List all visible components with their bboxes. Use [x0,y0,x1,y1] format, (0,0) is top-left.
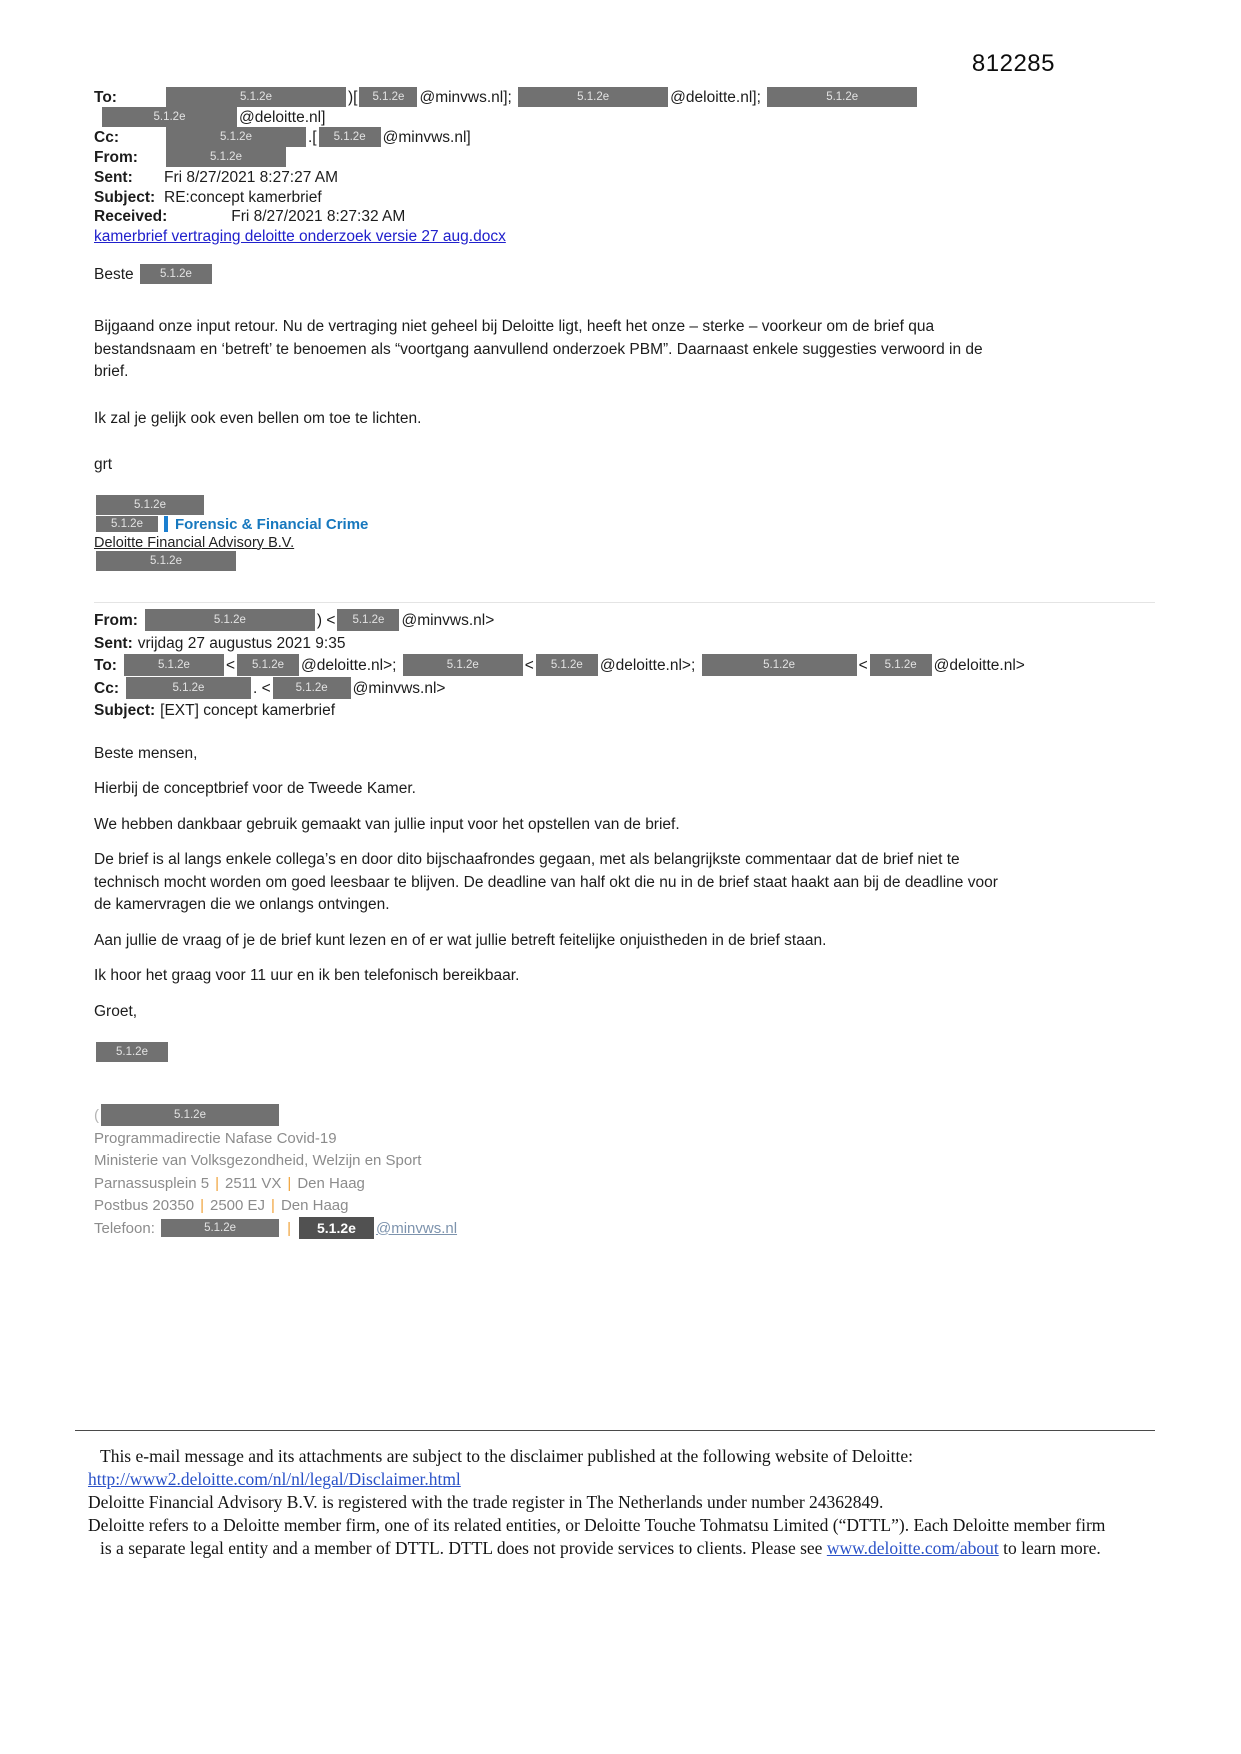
redaction-box: 5.1.2e [96,495,204,515]
signature-contact-row [94,552,1155,572]
to-fragment: @deloitte.nl] [239,109,326,127]
signature-org: Programmadirectie Nafase Covid-19 [94,1129,337,1147]
to-fragment: < [225,657,236,675]
address-pozip: 2500 EJ [209,1197,266,1215]
cc-fragment: @minvws.nl] [382,129,471,147]
paragraph: Beste mensen, [94,744,198,762]
header-field-from [94,610,1155,633]
disclaimer-line: This e-mail message and its attachments are subject to the disclaimer published at the following website of Deloitte: [100,1446,914,1467]
paragraph: Ik zal je gelijk ook even bellen om toe te lichten. [94,409,422,427]
email1-greeting [94,264,1155,286]
email1-closing: grt [94,456,113,473]
paren-text: ( [94,1107,99,1125]
cc-fragment: @minvws.nl> [352,679,446,697]
redaction-box: 5.1.2e [161,1219,279,1237]
separator: | [287,1219,291,1237]
from-label: From: [94,612,138,630]
redaction-box: 5.1.2e [359,87,417,107]
header-field-subject [94,188,1155,208]
paragraph: Hierbij de conceptbrief voor de Tweede Kamer. [94,780,416,798]
redaction-box: 5.1.2e [166,147,286,167]
sent-value: Fri 8/27/2021 8:27:27 AM [164,169,339,186]
document-number: 812285 [971,50,1055,77]
header-field-to [94,88,1155,108]
subject-label: Subject: [94,188,156,206]
to-fragment: @deloitte.nl>; [599,657,696,675]
signature-phone [94,1218,1155,1241]
redaction-box: 5.1.2e [101,1104,279,1126]
redaction-box: 5.1.2e [518,87,668,107]
signature-company: Deloitte Financial Advisory B.V. [94,534,295,551]
email1-header [94,88,1155,246]
signature-address [94,1173,1155,1196]
address-city: Den Haag [297,1174,365,1192]
divider-bar [164,516,168,532]
redaction-box: 5.1.2e [145,609,315,631]
about-link[interactable]: www.deloitte.com/about [826,1538,999,1559]
cc-label: Cc: [94,679,119,697]
disclaimer-link[interactable]: http://www2.deloitte.com/nl/nl/legal/Disclaimer.html [88,1469,461,1490]
redaction-box: 5.1.2e [767,87,917,107]
email2-header [94,602,1155,723]
from-fragment: ) < [316,612,336,630]
address-pobox: Postbus 20350 [94,1197,195,1215]
email2-signature [94,1105,1155,1240]
redaction-box: 5.1.2e [273,677,351,699]
received-label: Received: [94,208,168,225]
paragraph: Ik hoor het graag voor 11 uur en ik ben telefonisch bereikbaar. [94,967,520,985]
signature-ministry: Ministerie van Volksgezondheid, Welzijn en Sport [94,1152,422,1170]
separator: | [200,1197,204,1215]
divider [75,1430,1155,1431]
redaction-box: 5.1.2e [299,1217,374,1239]
address-zip: 2511 VX [224,1174,282,1192]
header-field-to-wrap [100,108,1155,128]
to-fragment: @deloitte.nl]; [670,89,761,107]
cc-fragment: .[ [308,129,317,147]
redaction-box: 5.1.2e [166,127,306,147]
disclaimer-line [88,1514,1118,1560]
signature-postal [94,1195,1155,1218]
to-label: To: [94,89,117,107]
address-pocity: Den Haag [280,1197,349,1215]
header-field-cc [94,678,1155,701]
sent-label: Sent: [94,169,133,186]
paragraph: De brief is al langs enkele collega’s en door dito bijschaafrondes gegaan, met als belangrijkste commentaar dat de brief niet te technisch mocht worden om goed leesbaar te blijven. De deadline van half okt die nu in de brief staat haakt aan bij de deadline voor de kamervragen die we onlangs ontvingen. [94,851,998,914]
header-field-sent [94,633,1155,656]
sent-label: Sent: [94,634,133,652]
redaction-box: 5.1.2e [870,654,932,676]
separator: | [271,1197,275,1215]
header-field-cc [94,128,1155,148]
attachment-row [94,227,1155,247]
signature-name-row [94,496,1155,516]
received-value: Fri 8/27/2021 8:27:32 AM [231,208,406,225]
cc-label: Cc: [94,129,119,147]
to-fragment: < [858,657,868,675]
paragraph: Aan jullie de vraag of je de brief kunt lezen en of er wat jullie betreft feitelijke onjuistheden in de brief staan. [94,931,827,949]
signature-team: Forensic & Financial Crime [175,516,369,533]
cc-fragment: . < [252,679,271,697]
to-fragment: )[ [348,89,358,107]
email1-signature [94,496,1155,572]
redaction-box: 5.1.2e [126,677,251,699]
paragraph: We hebben dankbaar gebruik gemaakt van jullie input voor het opstellen van de brief. [94,815,680,833]
redaction-box: 5.1.2e [140,264,212,284]
redaction-box: 5.1.2e [96,551,236,571]
from-fragment: @minvws.nl> [401,612,495,630]
redaction-box: 5.1.2e [237,654,299,676]
separator: | [215,1174,219,1192]
sent-value: vrijdag 27 augustus 2021 9:35 [137,634,346,652]
redaction-box: 5.1.2e [319,127,381,147]
to-fragment: @deloitte.nl>; [301,657,397,675]
to-fragment: @minvws.nl]; [419,89,512,107]
subject-label: Subject: [94,702,156,720]
redaction-box: 5.1.2e [536,654,598,676]
signature-name-row [94,1043,1155,1063]
disclaimer-text: Deloitte refers to a Deloitte member firm, one of its related entities, or Deloitte Touche Tohmatsu Limited (“DTTL”). Each Deloitte member firm is a separate legal entity and a member of DTTL. DTTL does not provide services to clients. Please see [88,1515,1106,1559]
address-street: Parnassusplein 5 [94,1174,210,1192]
phone-label: Telefoon: [94,1219,155,1237]
disclaimer-text: to learn more. [998,1538,1101,1559]
separator: | [287,1174,292,1192]
email2-closing: Groet, [94,1002,138,1020]
header-field-to [94,655,1155,678]
paragraph: Bijgaand onze input retour. Nu de vertraging niet geheel bij Deloitte ligt, heeft het onze – sterke – voorkeur om de brief qua bestandsnaam en ‘betreft’ te benoemen als “voortgang aanvullend onderzoek PBM”. Daarnaast enkele suggesties verwoord in de brief. [94,318,983,380]
attachment-link[interactable]: kamerbrief vertraging deloitte onderzoek versie 27 aug.docx [94,227,506,245]
redaction-box: 5.1.2e [403,654,523,676]
email2-body [94,743,1155,1064]
signature-company-row [94,535,1155,553]
disclaimer [88,1445,1118,1560]
email-link[interactable]: @minvws.nl [375,1219,458,1237]
to-label: To: [94,657,117,675]
to-fragment: @deloitte.nl> [933,657,1025,675]
redaction-box: 5.1.2e [102,107,237,127]
signature-team-row [94,516,1155,535]
greeting-text: Beste [94,266,134,283]
redaction-box: 5.1.2e [96,516,158,532]
disclaimer-line: Deloitte Financial Advisory B.V. is registered with the trade register in The Netherlands under number 24362849. [88,1492,884,1513]
redaction-box: 5.1.2e [702,654,857,676]
subject-value: RE:concept kamerbrief [164,188,322,206]
signature-name-row [94,1105,1155,1128]
to-fragment: < [524,657,534,675]
subject-value: [EXT] concept kamerbrief [160,702,336,720]
from-label: From: [94,149,138,167]
header-field-from [94,148,1155,168]
header-field-sent [94,168,1155,188]
header-field-received [94,207,1155,227]
redaction-box: 5.1.2e [96,1042,168,1062]
redaction-box: 5.1.2e [166,87,346,107]
header-field-subject [94,700,1155,723]
disclaimer-link-row [88,1468,1118,1491]
redaction-box: 5.1.2e [337,609,399,631]
redaction-box: 5.1.2e [124,654,224,676]
